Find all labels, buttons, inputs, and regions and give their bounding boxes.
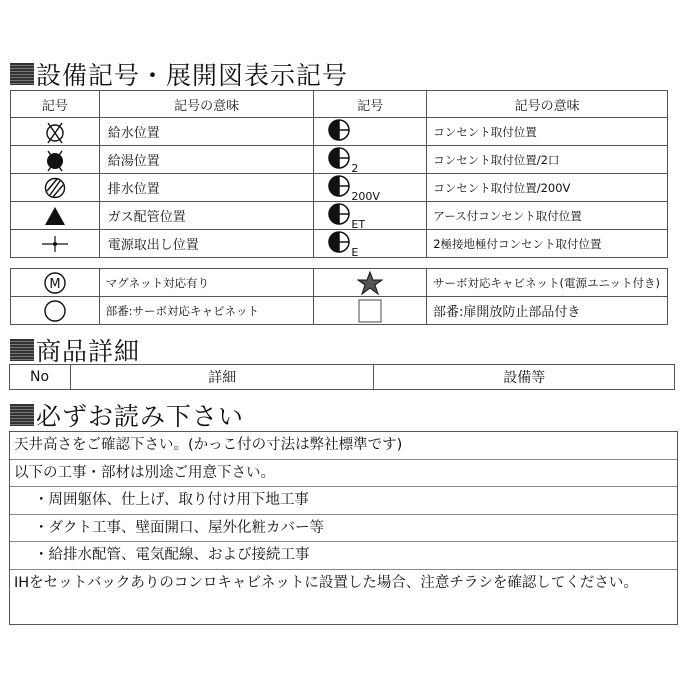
hot-water-icon bbox=[43, 148, 67, 172]
gas-icon bbox=[44, 206, 66, 226]
outlet-label: コンセント取付位置/200V bbox=[427, 174, 668, 202]
drain-label: 排水位置 bbox=[99, 174, 314, 202]
outlet-icon bbox=[328, 175, 350, 197]
outlet-icon bbox=[328, 203, 350, 225]
header-meaning: 記号の意味 bbox=[427, 91, 668, 118]
circle-icon bbox=[43, 299, 67, 323]
gas-label: ガス配管位置 bbox=[99, 202, 314, 230]
notice-section-title: 必ずお読み下さい bbox=[36, 402, 245, 431]
drain-icon bbox=[43, 176, 67, 200]
table-row bbox=[11, 174, 668, 202]
equipment-section-title: 設備記号・展開図表示記号 bbox=[36, 61, 349, 90]
notice-item: 天井高さをご確認下さい。(かっこ付の寸法は弊社標準です) bbox=[10, 432, 677, 460]
power-label: 電源取出し位置 bbox=[99, 230, 314, 258]
square-icon bbox=[358, 299, 382, 323]
table-row bbox=[11, 202, 668, 230]
notice-item: ・周囲躯体、仕上げ、取り付け用下地工事 bbox=[10, 487, 677, 515]
product-table bbox=[9, 364, 675, 390]
magnet-icon bbox=[43, 271, 67, 295]
notice-item: 以下の工事・部材は別途ご用意下さい。 bbox=[10, 460, 677, 488]
table-row bbox=[11, 118, 668, 146]
header-symbol: 記号 bbox=[314, 91, 427, 118]
outlet-subscript: E bbox=[351, 245, 359, 258]
outlet-label: コンセント取付位置/2口 bbox=[427, 146, 668, 174]
outlet-subscript: 2 bbox=[351, 161, 359, 174]
section-marker-icon bbox=[10, 339, 34, 361]
section-marker-icon bbox=[10, 63, 34, 85]
header-symbol: 記号 bbox=[11, 91, 100, 118]
notice-item: ・ダクト工事、壁面開口、屋外化粧カバー等 bbox=[10, 515, 677, 543]
outlet-icon bbox=[328, 231, 350, 253]
outlet-subscript: ET bbox=[351, 217, 366, 230]
equipment-section-header bbox=[10, 56, 348, 92]
outlet-label: コンセント取付位置 bbox=[427, 118, 668, 146]
header-detail: 詳細 bbox=[70, 365, 374, 390]
outlet-icon bbox=[328, 147, 350, 169]
section-marker-icon bbox=[10, 404, 34, 426]
circle-label: 部番:サーボ対応キャビネット bbox=[99, 297, 314, 325]
svg-text:M: M bbox=[49, 276, 61, 292]
notice-section-header bbox=[10, 397, 244, 433]
table-row bbox=[11, 269, 668, 297]
star-icon bbox=[357, 271, 383, 295]
square-label: 部番:扉開放防止部品付き bbox=[427, 297, 668, 325]
product-table-header bbox=[10, 365, 675, 390]
water-supply-icon bbox=[43, 120, 67, 144]
header-no: No bbox=[10, 365, 71, 390]
star-label: サーボ対応キャビネット(電源ユニット付き) bbox=[427, 269, 668, 297]
table-row bbox=[11, 297, 668, 325]
notice-item: ・給排水配管、電気配線、および接続工事 bbox=[10, 542, 677, 570]
table-row bbox=[11, 146, 668, 174]
product-section-header bbox=[10, 332, 140, 368]
header-meaning: 記号の意味 bbox=[99, 91, 314, 118]
magnet-label: マグネット対応有り bbox=[99, 269, 314, 297]
power-icon bbox=[40, 234, 70, 254]
notice-list bbox=[9, 431, 678, 625]
symbols-table-header bbox=[11, 91, 668, 118]
outlet-label: 2極接地極付コンセント取付位置 bbox=[427, 230, 668, 258]
water-supply-label: 給水位置 bbox=[99, 118, 314, 146]
outlet-label: アース付コンセント取付位置 bbox=[427, 202, 668, 230]
extra-symbols-table bbox=[10, 268, 668, 325]
hot-water-label: 給湯位置 bbox=[99, 146, 314, 174]
product-section-title: 商品詳細 bbox=[36, 337, 141, 366]
table-row bbox=[11, 230, 668, 258]
symbols-table bbox=[10, 90, 668, 258]
outlet-subscript: 200V bbox=[351, 189, 380, 202]
notice-item: IHをセットバックありのコンロキャビネットに設置した場合、注意チラシを確認してください。 bbox=[14, 574, 638, 591]
outlet-icon bbox=[328, 119, 350, 141]
header-equipment: 設備等 bbox=[374, 365, 675, 390]
